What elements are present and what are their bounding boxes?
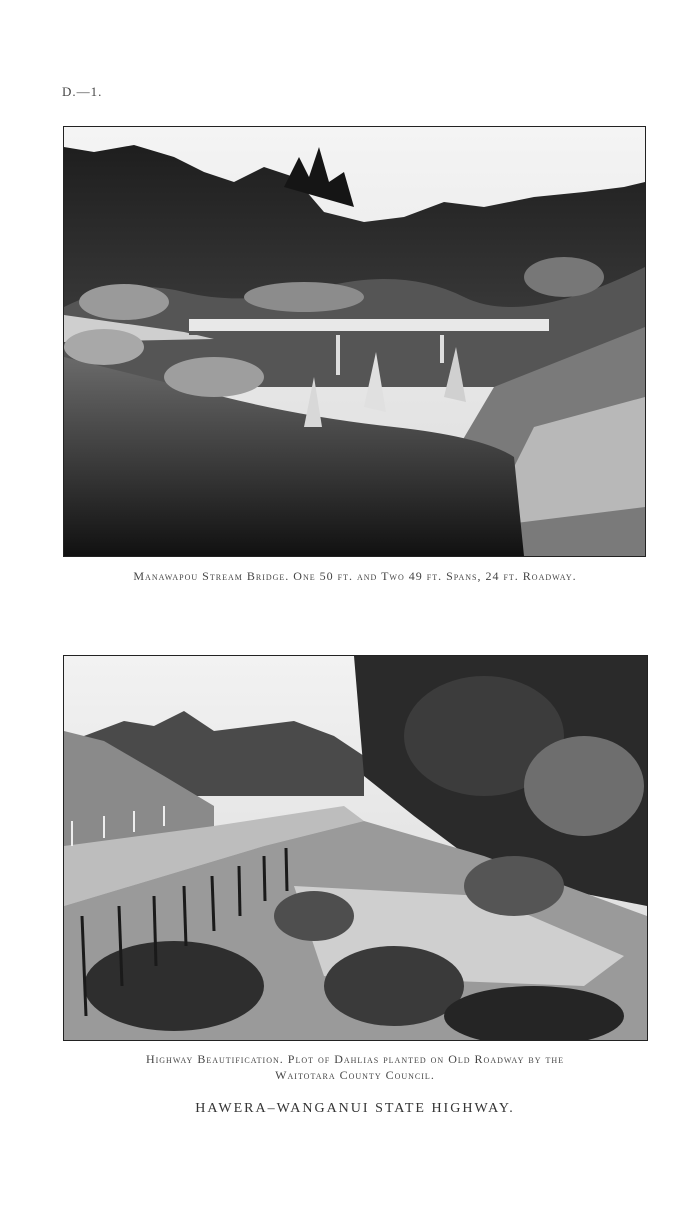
dahlia-plot-photo-image [64, 656, 647, 1040]
dahlia-plot-caption-line1: Highway Beautification. Plot of Dahlias planted on Old Roadway by the [145, 1052, 565, 1066]
page-reference: D.—1. [62, 84, 103, 99]
dahlia-plot-photo [63, 655, 648, 1041]
dahlia-plot-caption-line2: Waitotara County Council. [275, 1068, 435, 1082]
dahlia-plot-caption [55, 1051, 655, 1083]
page-heading: HAWERA–WANGANUI STATE HIGHWAY. [195, 1101, 515, 1116]
bridge-caption: Manawapou Stream Bridge. One 50 ft. and Two 49 ft. Spans, 24 ft. Roadway. [133, 569, 577, 583]
bridge-photo [63, 126, 646, 557]
bridge-photo-image [64, 127, 645, 556]
